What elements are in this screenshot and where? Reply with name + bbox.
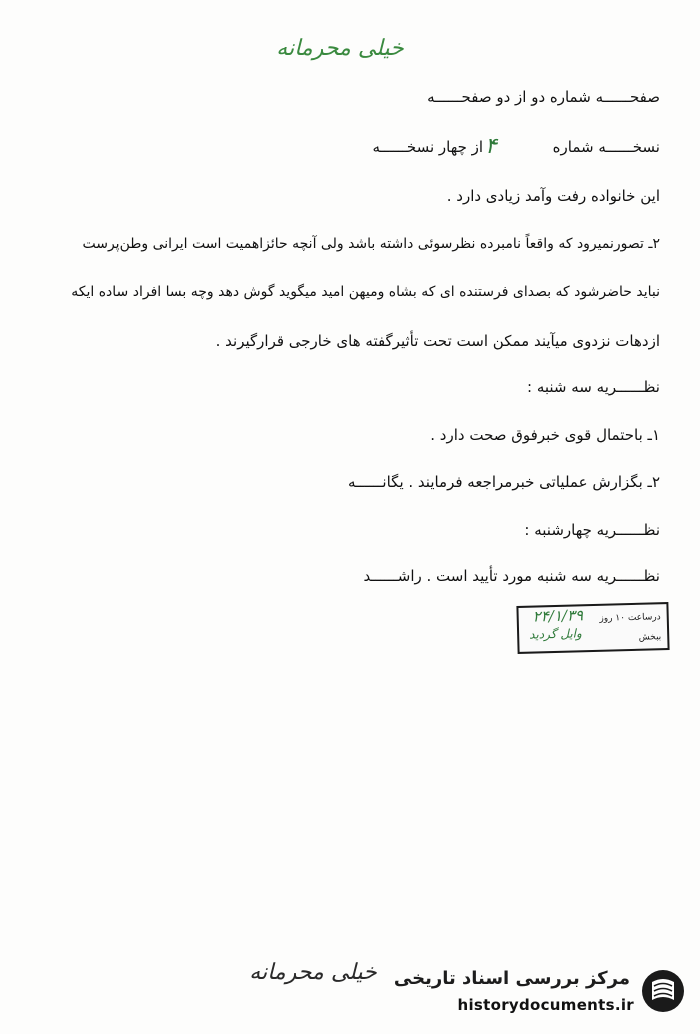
opinion-confirmation-line: نظــــــریه سه شنبه مورد تأیید است . راشــــــد bbox=[363, 567, 660, 585]
stamp-handwritten-date: ۲۴/۱/۳۹ bbox=[532, 606, 584, 626]
opinion-item-1: ۱ـ باحتمال قوی خبرفوق صحت دارد . bbox=[430, 426, 660, 444]
stamp-line-2: ببخش bbox=[638, 632, 662, 643]
scroll-icon bbox=[640, 968, 686, 1014]
body-line-2: ۲ـ تصورنمیرود که واقعاً نامبرده نظرسوئی داشته باشد ولی آنچه حائزاهمیت است ایرانی وطن‌پرست bbox=[82, 236, 660, 252]
opinion-tuesday-heading: نظــــــریه سه شنبه : bbox=[527, 378, 660, 396]
receipt-stamp bbox=[516, 602, 669, 654]
body-line-4: ازدهات نزدوی میآیند ممکن است تحت تأثیرگفته های خارجی قرارگیرند . bbox=[215, 332, 660, 350]
stamp-handwritten-note: وایل گردید bbox=[528, 626, 583, 642]
page-number-line: صفحــــــه شماره دو از دو صفحــــــه bbox=[427, 88, 660, 106]
copy-number-prefix: نسخــــــه شماره bbox=[552, 138, 660, 156]
stamp-line-1: درساعت ۱۰ روز bbox=[599, 612, 661, 624]
archive-name: مرکز بررسی اسناد تاریخی bbox=[393, 968, 630, 989]
opinion-wednesday-heading: نظــــــریه چهارشنبه : bbox=[524, 521, 660, 539]
opinion-item-2: ۲ـ بگزارش عملیاتی خبرمراجعه فرمایند . یگانــــــه bbox=[348, 473, 660, 491]
top-classification-handwritten: خیلی محرمانه bbox=[276, 36, 404, 61]
bottom-classification-handwritten: خیلی محرمانه bbox=[249, 960, 377, 985]
body-line-3: نباید حاضرشود که بصدای فرستنده ای که بشاه ومیهن امید میگوید گوش دهد وچه بسا افراد ساده ایکه bbox=[71, 284, 660, 300]
archive-url: historydocuments.ir bbox=[457, 996, 634, 1014]
copy-number-handwritten: ۴ bbox=[485, 134, 497, 159]
copy-number-suffix: از چهار نسخــــــه bbox=[372, 138, 484, 156]
body-line-1: این خانواده رفت وآمد زیادی دارد . bbox=[446, 187, 660, 205]
archive-logo bbox=[393, 966, 690, 1026]
